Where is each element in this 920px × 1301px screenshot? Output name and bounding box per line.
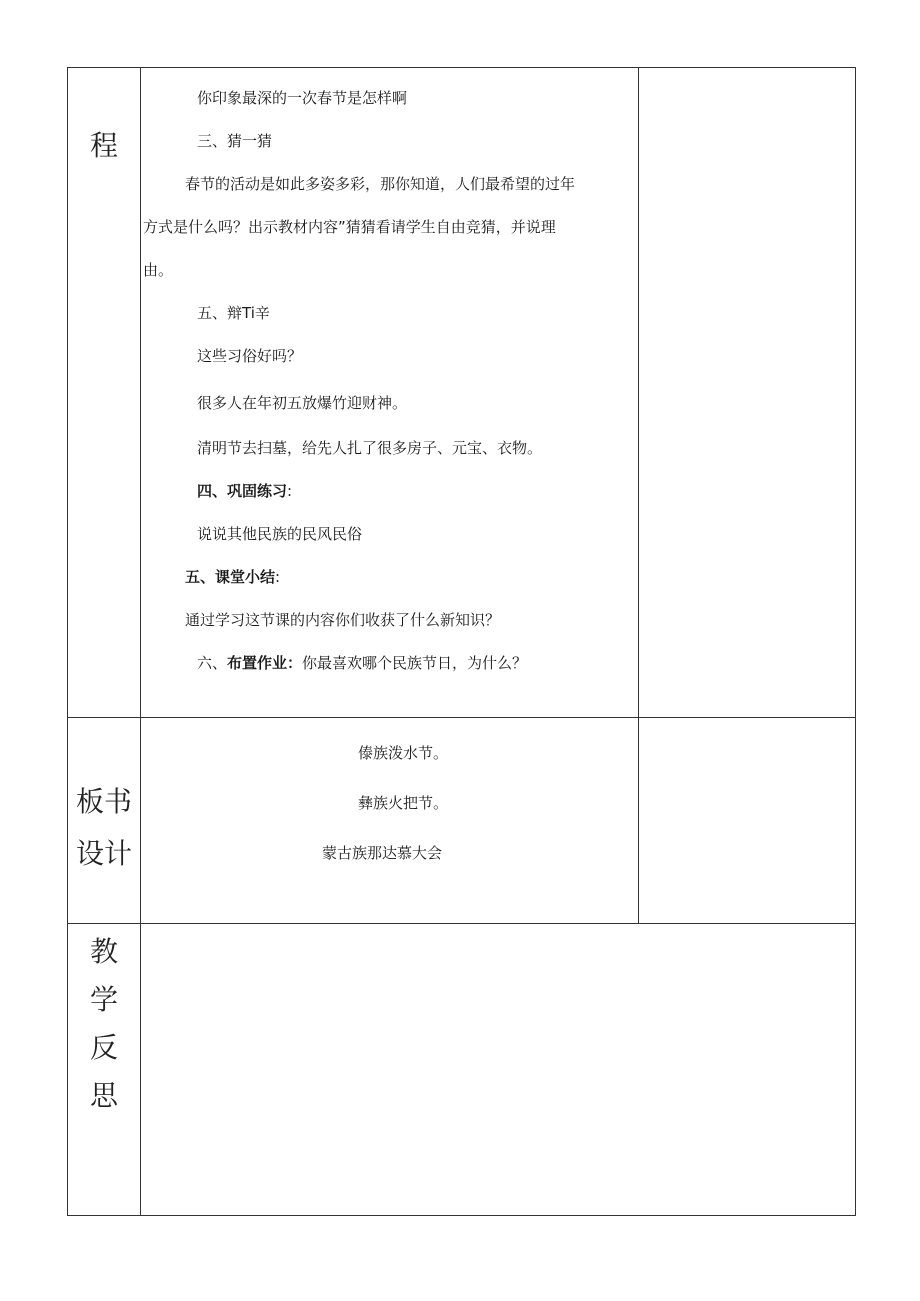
notes-column-divider [638, 67, 639, 924]
homework-text: 你最喜欢哪个民族节日，为什么？ [302, 654, 528, 672]
board-line-2: 彝族火把节。 [358, 794, 449, 812]
process-line-8: 很多人在年初五放爆竹迎财神。 [197, 394, 408, 412]
homework-heading: 布置作业： [227, 654, 303, 672]
process-line-9: 清明节去扫墓，给先人扎了很多房子、元宝、衣物。 [197, 439, 543, 457]
reflection-char-4: 思 [89, 1079, 118, 1112]
process-line-2: 三、猜一猜 [197, 132, 273, 150]
process-line-7: 这些习俗好吗？ [197, 347, 303, 365]
board-design-label-line1: 板书 [75, 785, 132, 818]
summary-line [185, 567, 280, 587]
board-design-label [68, 776, 140, 880]
board-line-3: 蒙古族那达慕大会 [322, 844, 443, 862]
process-line-4: 方式是什么吗？出示教材内容”猜猜看请学生自由竞猜，并说理 [143, 218, 556, 236]
summary-text: 通过学习这节课的内容你们收获了什么新知识？ [185, 611, 501, 629]
row-divider-2 [67, 923, 856, 924]
board-design-label-line2: 设计 [75, 837, 132, 870]
summary-heading: 五、课堂小结 [185, 568, 276, 586]
reflection-char-3: 反 [89, 1031, 118, 1064]
consolidate-text: 说说其他民族的民风民俗 [197, 525, 363, 543]
process-line-5: 由。 [143, 261, 174, 279]
reflection-char-2: 学 [89, 983, 118, 1016]
homework-line [197, 653, 527, 673]
consolidate-colon: : [287, 482, 293, 500]
consolidate-heading: 四、巩固练习 [197, 482, 288, 500]
process-line-1: 你印象最深的一次春节是怎样啊 [197, 89, 408, 107]
reflection-label [68, 928, 140, 1120]
summary-colon: : [275, 568, 281, 586]
reflection-char-1: 教 [89, 935, 118, 968]
homework-prefix: 六、 [197, 654, 228, 672]
row-divider-1 [67, 717, 856, 718]
label-column-divider [140, 67, 141, 1216]
board-line-1: 傣族泼水节。 [358, 744, 449, 762]
process-line-3: 春节的活动是如此多姿多彩，那你知道，人们最希望的过年 [185, 175, 576, 193]
process-line-6: 五、辩Ti辛 [197, 304, 270, 322]
consolidate-line [197, 481, 292, 501]
lesson-plan-table [67, 67, 856, 1216]
process-label: 程 [89, 129, 118, 162]
